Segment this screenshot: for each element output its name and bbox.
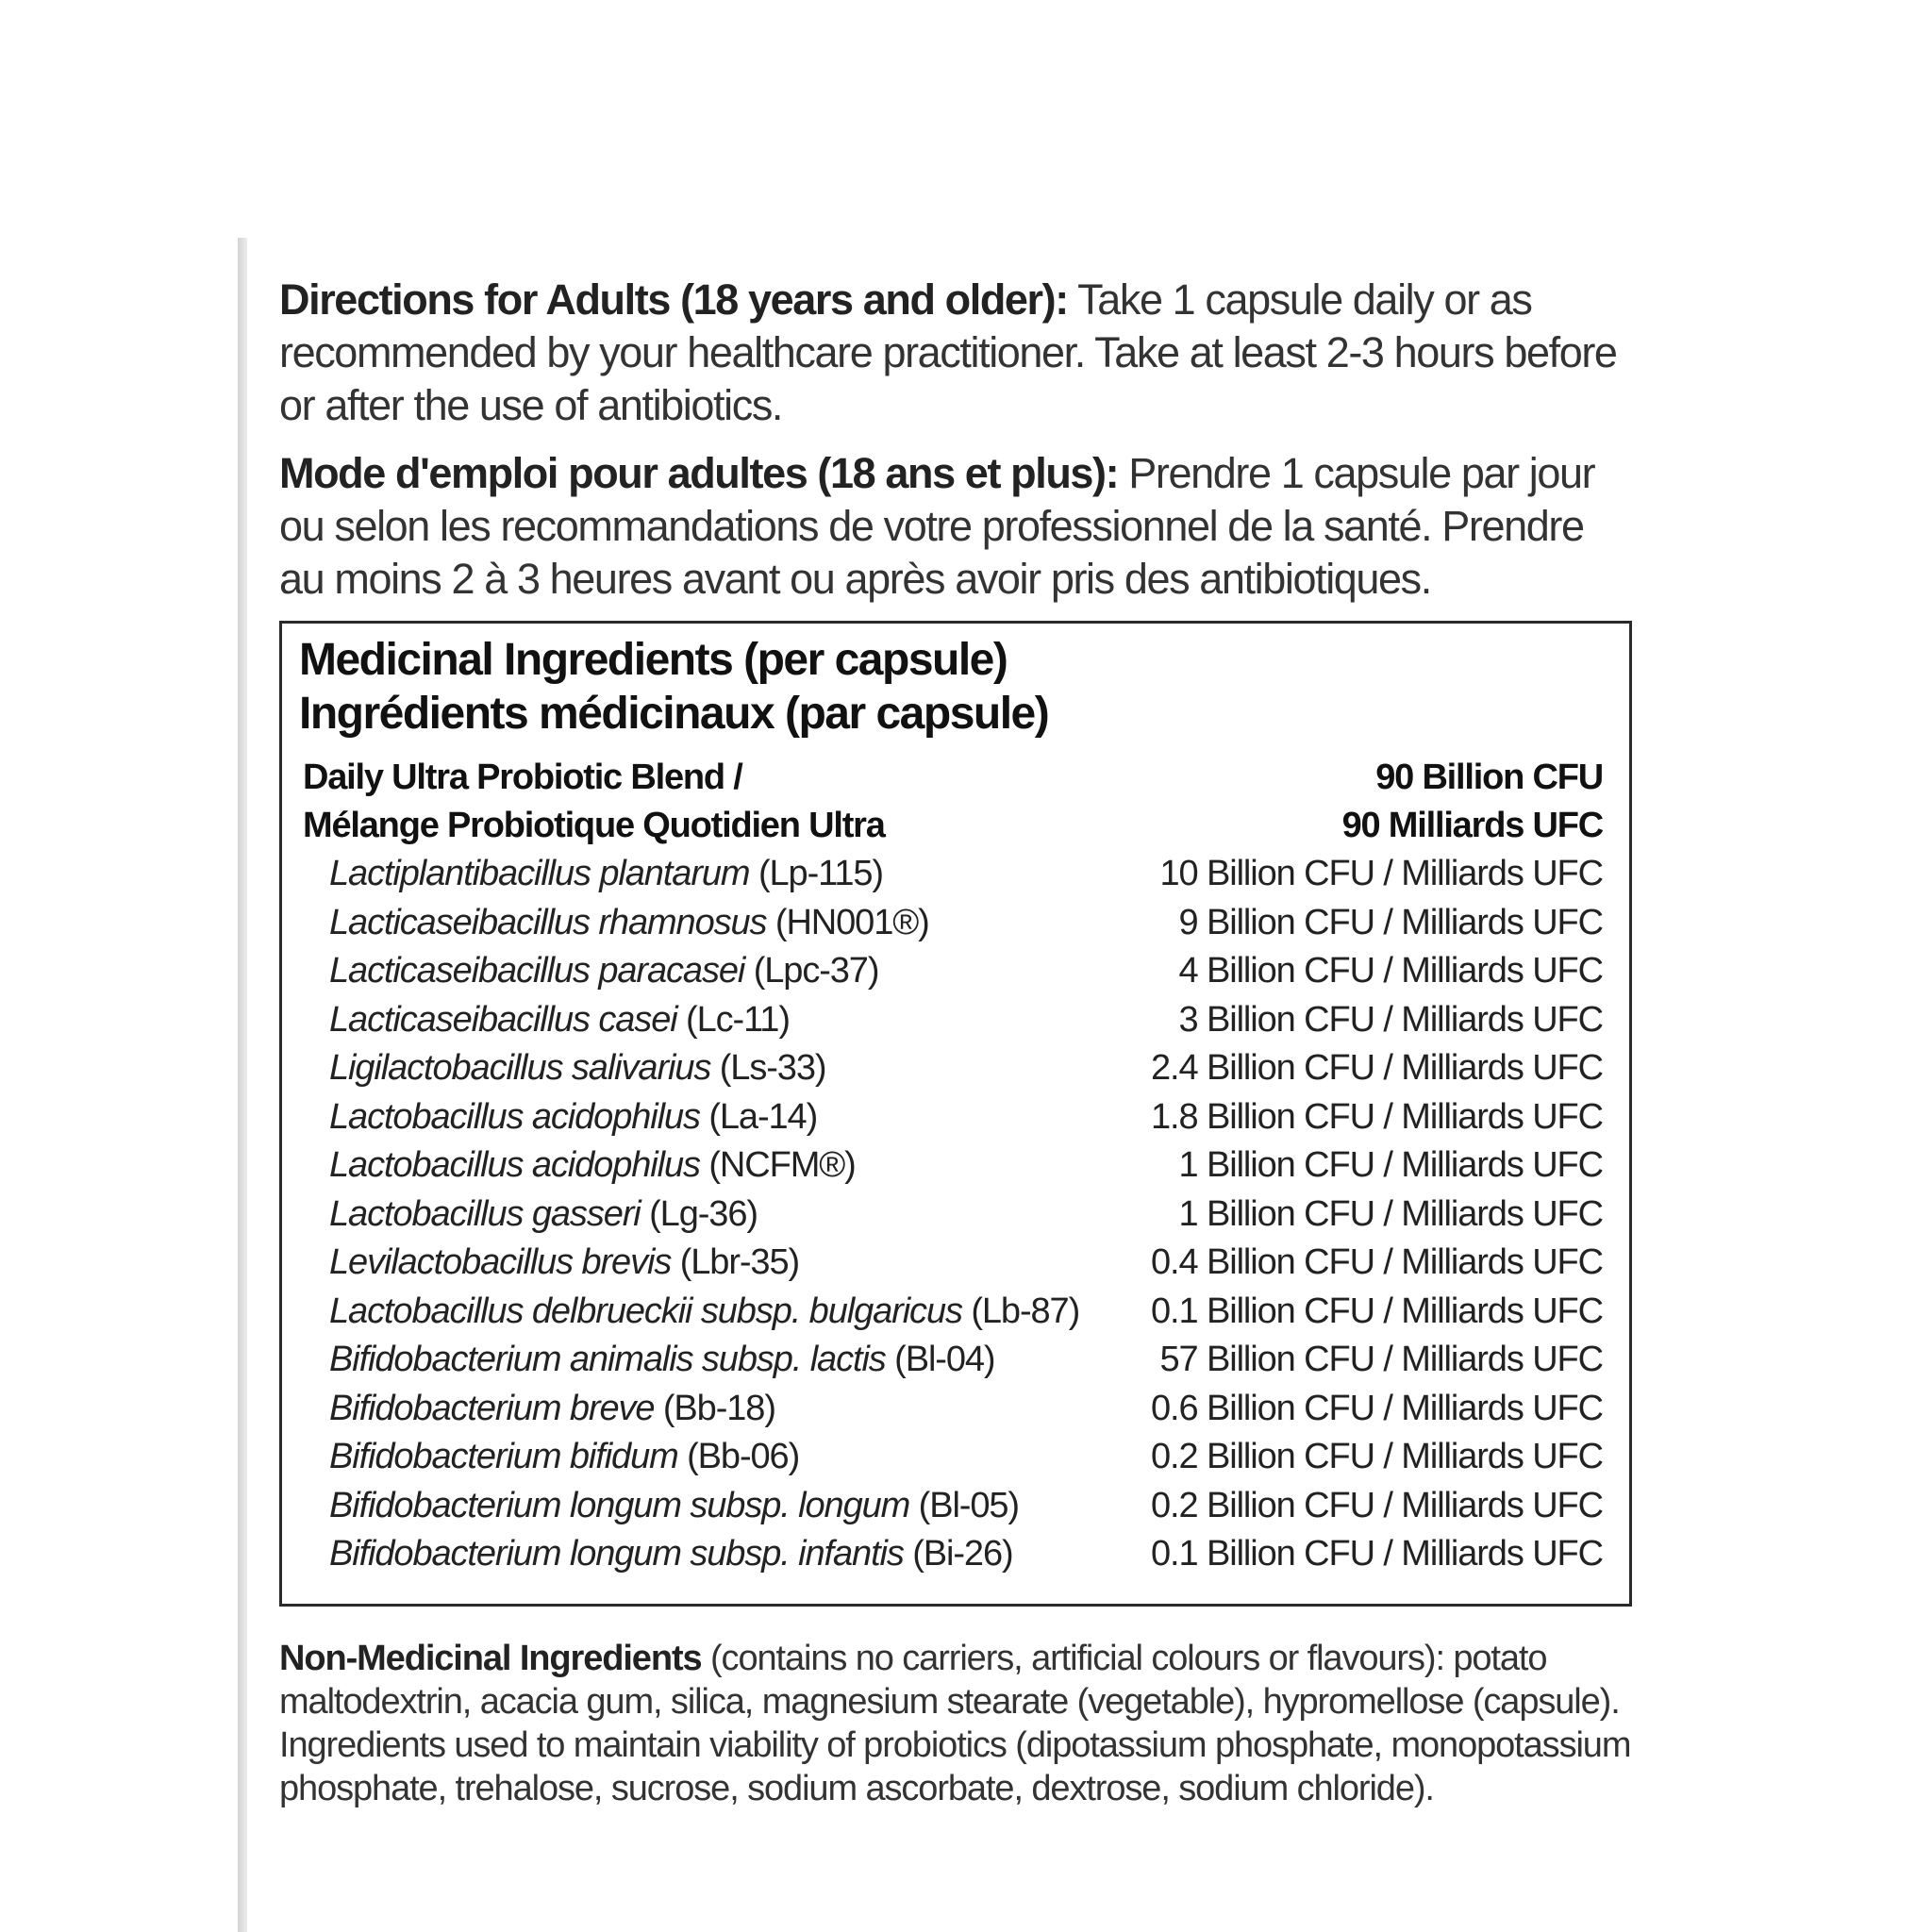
ingredient-amount: 1 Billion CFU / Milliards UFC (1178, 1193, 1603, 1234)
ingredient-row (299, 1336, 1603, 1385)
ingredient-row (299, 850, 1603, 899)
ingredient-strain: (Bl-04) (885, 1340, 995, 1379)
ingredient-strain: (HN001®) (766, 902, 929, 942)
ingredient-species: Lacticaseibacillus casei (329, 999, 677, 1040)
ingredient-list (299, 850, 1603, 1579)
blend-header (299, 754, 1603, 850)
ingredient-species: Bifidobacterium breve (329, 1388, 655, 1428)
ingredient-name (329, 1044, 825, 1093)
ingredient-amount: 1 Billion CFU / Milliards UFC (1178, 1145, 1603, 1185)
ingredient-name (329, 1239, 799, 1288)
non-medicinal-ingredients (279, 1637, 1638, 1810)
ingredient-strain: (Bb-06) (677, 1437, 800, 1476)
medicinal-title-en: Medicinal Ingredients (per capsule) (299, 635, 1008, 685)
ingredient-row (299, 1385, 1603, 1434)
ingredient-name (329, 996, 790, 1045)
ingredient-name (329, 1191, 758, 1240)
blend-amount-en: 90 Billion CFU (1375, 758, 1603, 797)
ingredient-amount: 3 Billion CFU / Milliards UFC (1178, 999, 1603, 1040)
ingredient-species: Lactobacillus acidophilus (329, 1096, 700, 1137)
ingredient-strain: (Lpc-37) (744, 951, 879, 991)
ingredient-row (299, 996, 1603, 1045)
blend-amount (1342, 754, 1603, 850)
ingredient-strain: (Lc-11) (676, 999, 790, 1040)
directions-fr-text: Prendre 1 capsule par jour ou selon les recommandations de votre professionnel de la santé. Prendre au moins 2 à 3 heures avant ou après avoir pris des antibiotiques. (279, 449, 1595, 603)
non-medicinal-text: (contains no carriers, artificial colours or flavours): potato maltodextrin, acacia gum, silica, magnesium stearate (vegetable), hypromellose (capsule). Ingredients used to maintain viability of probiotics (dipotassium phosphate, monopotassium phosphate, trehalose, sucrose, sodium ascorbate, dextrose, sodium chloride). (279, 1638, 1631, 1808)
ingredient-name (329, 1433, 799, 1482)
ingredient-row (299, 1141, 1603, 1191)
ingredient-species: Lacticaseibacillus paracasei (329, 951, 745, 991)
ingredient-name (329, 1093, 817, 1142)
directions-fr (279, 447, 1638, 606)
ingredient-name (329, 1385, 775, 1434)
ingredient-amount: 10 Billion CFU / Milliards UFC (1159, 854, 1603, 893)
ingredient-strain: (Lbr-35) (671, 1242, 800, 1282)
blend-name-fr: Mélange Probiotique Quotidien Ultra (303, 806, 885, 845)
ingredient-name (329, 1141, 856, 1191)
directions-en (279, 274, 1638, 432)
ingredient-name (329, 947, 878, 996)
ingredient-strain: (Lb-87) (961, 1291, 1080, 1331)
ingredient-strain: (Bb-18) (654, 1388, 775, 1428)
ingredient-species: Lactobacillus acidophilus (329, 1145, 700, 1185)
ingredient-species: Bifidobacterium longum subsp. infantis (329, 1534, 904, 1574)
ingredient-amount: 1.8 Billion CFU / Milliards UFC (1151, 1096, 1603, 1137)
ingredient-row (299, 1191, 1603, 1240)
ingredient-row (299, 1044, 1603, 1093)
ingredient-name (329, 1336, 994, 1385)
blend-name (303, 754, 885, 850)
directions-fr-heading: Mode d'emploi pour adultes (18 ans et plus): (279, 449, 1119, 497)
ingredient-strain: (Bi-26) (903, 1534, 1013, 1574)
ingredient-strain: (Ls-33) (710, 1048, 826, 1088)
directions-en-text: Take 1 capsule daily or as recommended by your healthcare practitioner. Take at least 2-3 hours before or after the use of antibiotics. (279, 275, 1617, 429)
ingredient-strain: (La-14) (699, 1096, 818, 1137)
ingredient-amount: 0.1 Billion CFU / Milliards UFC (1151, 1291, 1603, 1331)
ingredient-row (299, 947, 1603, 996)
ingredient-name (329, 1530, 1013, 1579)
ingredient-species: Bifidobacterium bifidum (329, 1437, 678, 1476)
side-rule (238, 238, 247, 1932)
ingredient-strain: (Lg-36) (640, 1193, 758, 1234)
ingredient-row (299, 1482, 1603, 1531)
ingredient-amount: 2.4 Billion CFU / Milliards UFC (1151, 1048, 1603, 1088)
ingredient-name (329, 1288, 1079, 1337)
blend-amount-fr: 90 Milliards UFC (1341, 806, 1603, 845)
ingredient-strain: (Lp-115) (749, 854, 883, 893)
ingredient-row (299, 1433, 1603, 1482)
ingredient-amount: 0.4 Billion CFU / Milliards UFC (1151, 1242, 1603, 1282)
ingredient-name (329, 1482, 1019, 1531)
ingredient-amount: 0.6 Billion CFU / Milliards UFC (1151, 1388, 1603, 1428)
label-content (279, 274, 1638, 1846)
ingredient-strain: (Bl-05) (909, 1485, 1019, 1525)
ingredient-species: Levilactobacillus brevis (329, 1242, 672, 1282)
ingredient-name (329, 899, 929, 948)
ingredient-amount: 0.2 Billion CFU / Milliards UFC (1151, 1485, 1603, 1525)
ingredient-row (299, 1239, 1603, 1288)
medicinal-ingredients-panel (279, 621, 1632, 1607)
ingredient-species: Bifidobacterium animalis subsp. lactis (329, 1340, 886, 1379)
ingredient-name (329, 850, 883, 899)
ingredient-row (299, 1288, 1603, 1337)
medicinal-title-fr: Ingrédients médicinaux (par capsule) (299, 689, 1049, 739)
ingredient-amount: 9 Billion CFU / Milliards UFC (1178, 902, 1603, 942)
ingredient-species: Lactobacillus gasseri (329, 1193, 641, 1234)
ingredient-row (299, 899, 1603, 948)
ingredient-species: Bifidobacterium longum subsp. longum (329, 1485, 910, 1525)
ingredient-species: Lactobacillus delbrueckii subsp. bulgaricus (329, 1291, 962, 1331)
blend-name-en: Daily Ultra Probiotic Blend / (303, 758, 742, 797)
ingredient-row (299, 1530, 1603, 1579)
ingredient-amount: 0.1 Billion CFU / Milliards UFC (1151, 1534, 1603, 1574)
ingredient-species: Lacticaseibacillus rhamnosus (329, 902, 767, 942)
ingredient-amount: 4 Billion CFU / Milliards UFC (1178, 951, 1603, 991)
directions-en-heading: Directions for Adults (18 years and older): (279, 275, 1068, 324)
ingredient-species: Ligilactobacillus salivarius (329, 1048, 711, 1088)
ingredient-amount: 57 Billion CFU / Milliards UFC (1159, 1340, 1603, 1379)
ingredient-strain: (NCFM®) (699, 1145, 856, 1185)
non-medicinal-heading: Non-Medicinal Ingredients (279, 1638, 702, 1678)
ingredient-row (299, 1093, 1603, 1142)
ingredient-amount: 0.2 Billion CFU / Milliards UFC (1151, 1437, 1603, 1476)
ingredient-species: Lactiplantibacillus plantarum (329, 854, 750, 893)
